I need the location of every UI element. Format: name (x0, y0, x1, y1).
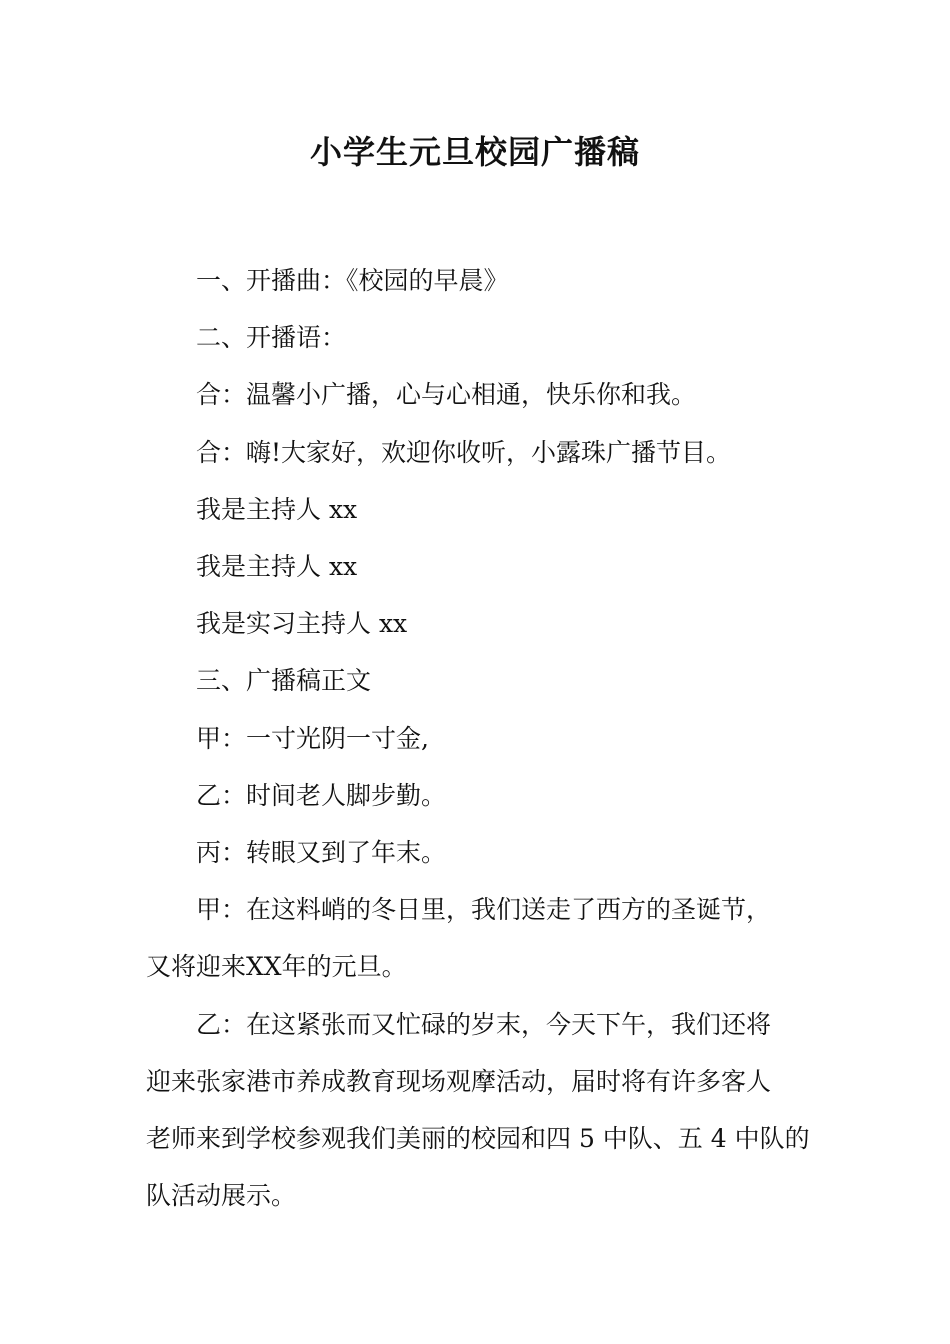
paragraph-line: 甲：在这料峭的冬日里，我们送走了西方的圣诞节， (196, 895, 772, 924)
paragraph-line: 迎来张家港市养成教育现场观摩活动，届时将有许多客人 (146, 1067, 772, 1096)
text-line: 合：嗨!大家好，欢迎你收听，小露珠广播节目。 (196, 438, 732, 467)
text-line: 我是实习主持人 xx (196, 609, 408, 638)
text-line: 甲：一寸光阴一寸金, (196, 724, 429, 753)
paragraph-line: 队活动展示。 (146, 1181, 297, 1210)
text-line: 二、开播语： (196, 323, 347, 352)
text-line: 三、广播稿正文 (196, 666, 372, 695)
text-line: 丙：转眼又到了年末。 (196, 838, 447, 867)
paragraph-line: 又将迎来XX年的元旦。 (146, 952, 407, 981)
paragraph-line: 老师来到学校参观我们美丽的校园和四 5 中队、五 4 中队的 (146, 1124, 810, 1153)
text-line: 我是主持人 xx (196, 552, 358, 581)
text-line: 乙：时间老人脚步勤。 (196, 781, 447, 810)
document-title: 小学生元旦校园广播稿 (309, 133, 640, 171)
text-line: 我是主持人 xx (196, 495, 358, 524)
text-line: 合：温馨小广播，心与心相通，快乐你和我。 (196, 380, 697, 409)
paragraph-line: 乙：在这紧张而又忙碌的岁末，今天下午，我们还将 (196, 1010, 772, 1039)
text-line: 一、开播曲：《校园的早晨》 (196, 266, 509, 295)
